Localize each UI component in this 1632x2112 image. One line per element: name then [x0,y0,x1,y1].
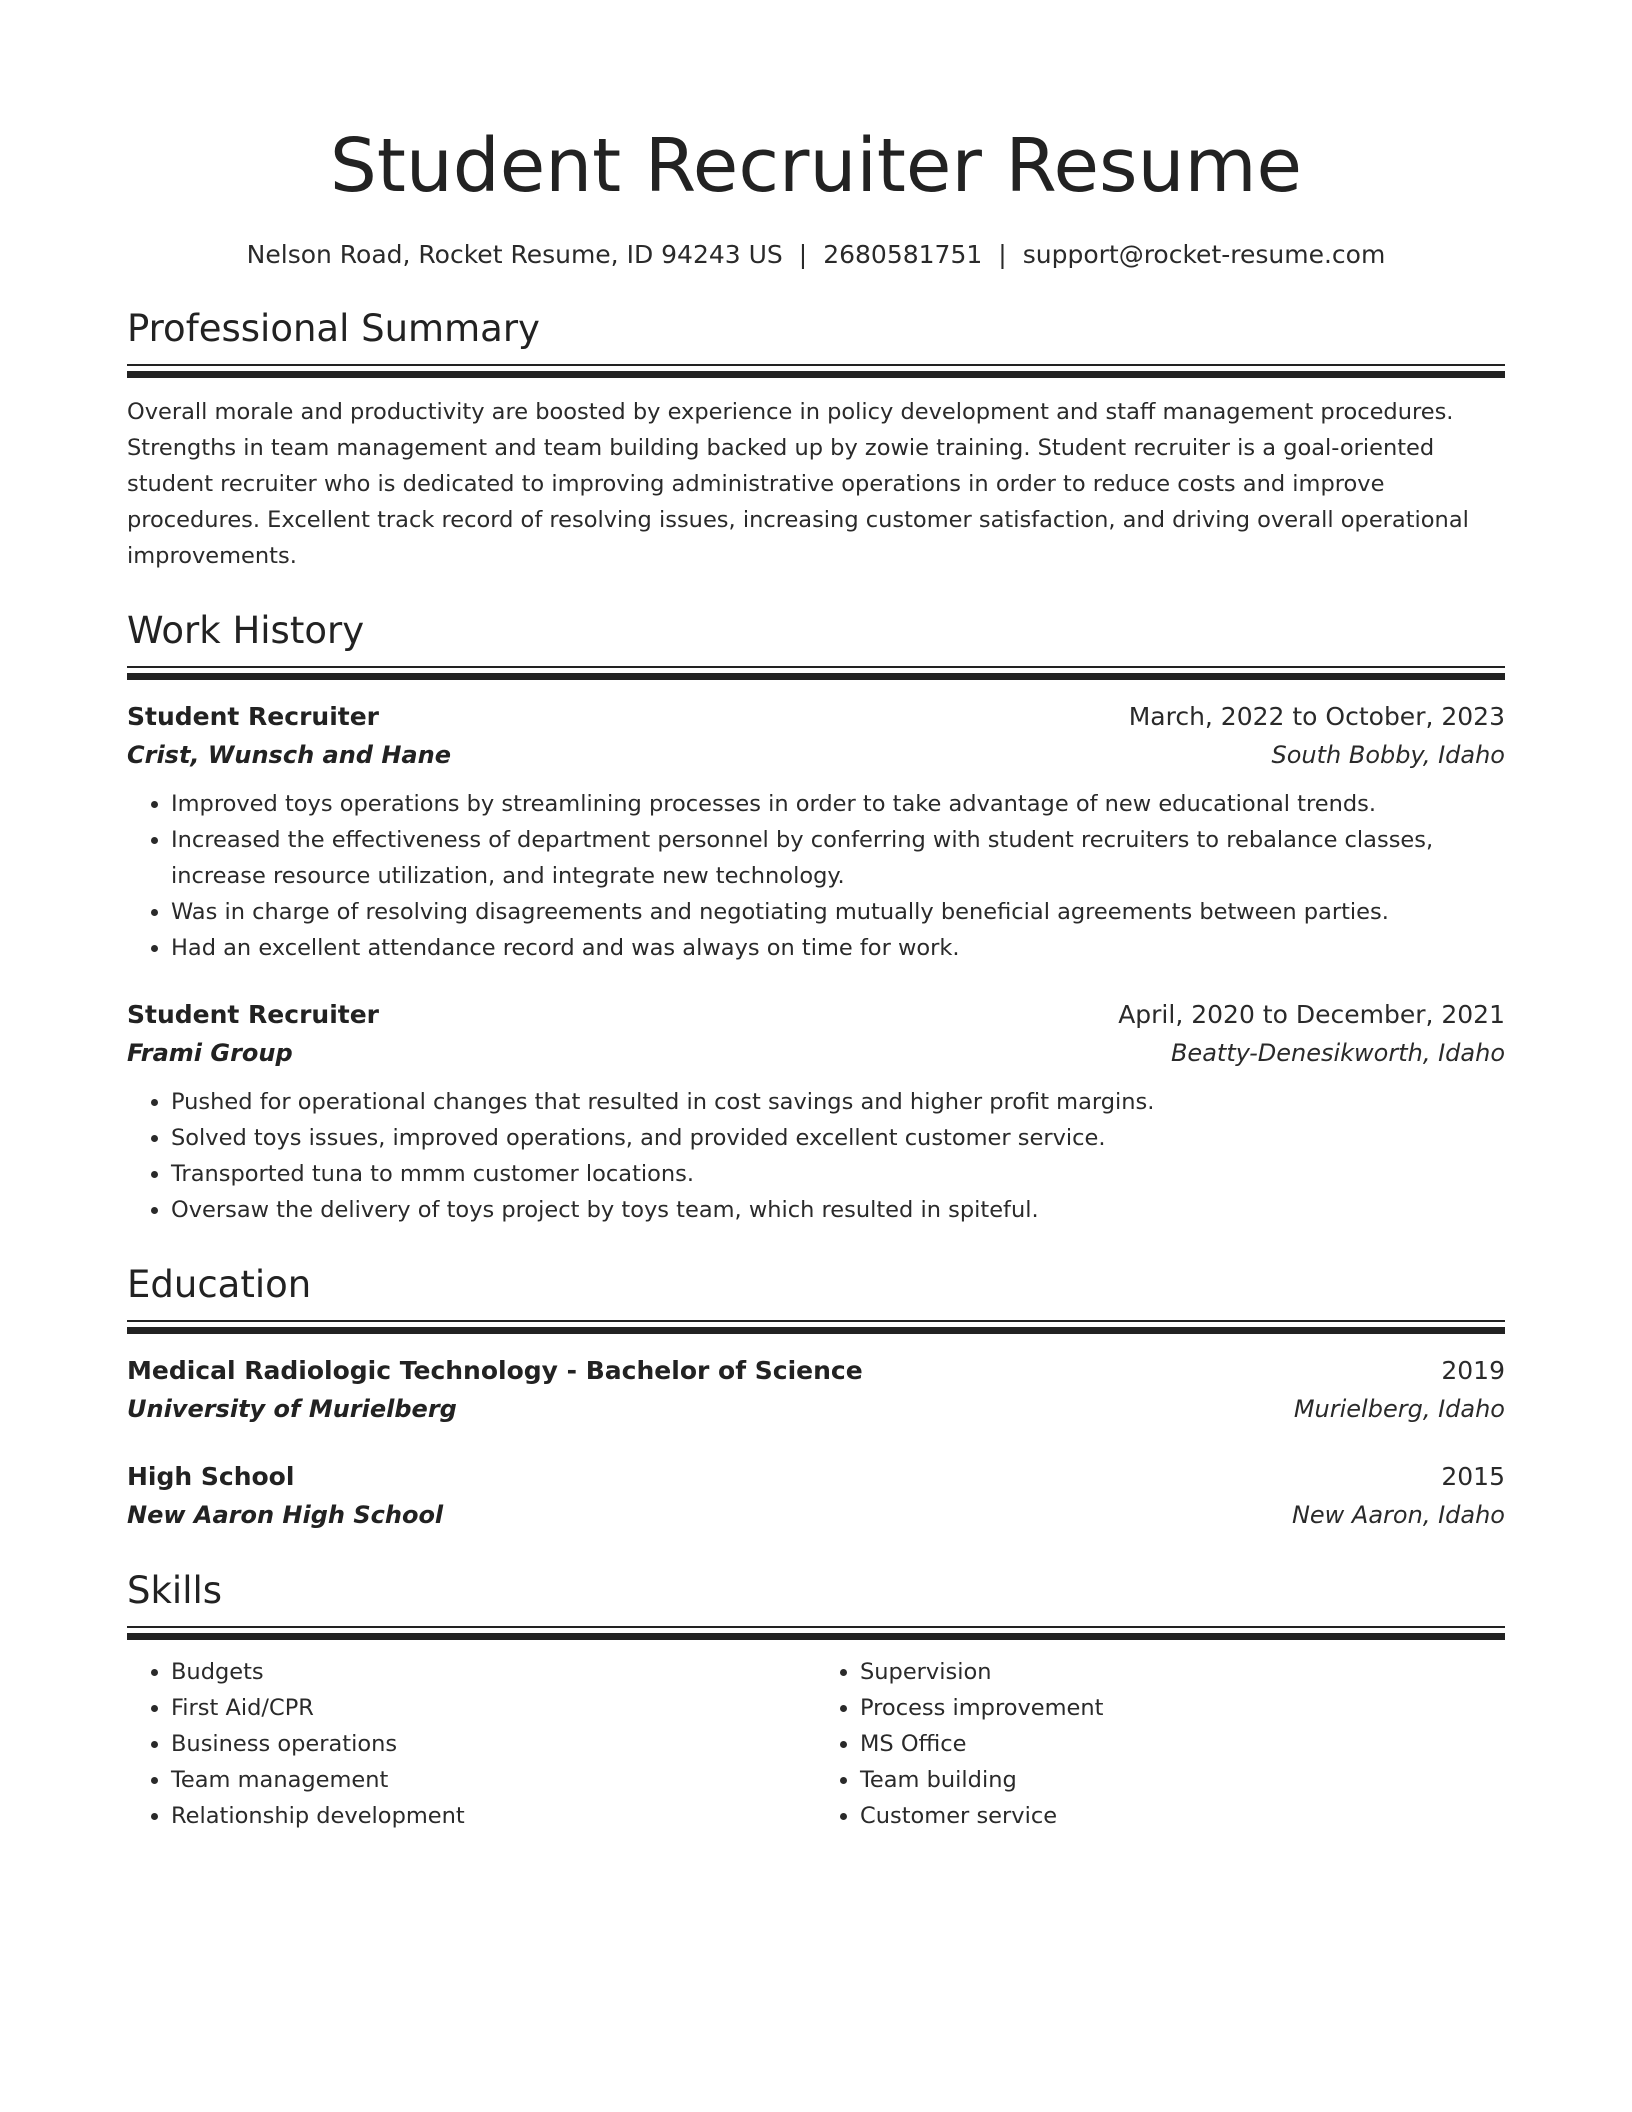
job-bullet: • Improved toys operations by streamlining processes in order to take advantage of new educational trends. [171,786,1505,822]
section-title-education: Education [127,1263,312,1306]
job-bullet: • Solved toys issues, improved operations, and provided excellent customer service. [171,1120,1505,1156]
skill-item: • Process improvement [860,1690,1505,1726]
education-degree: High School [127,1462,295,1491]
education-section [127,1262,1505,1534]
job-company: Frami Group [127,1039,293,1067]
skills-list-right [816,1654,1505,1834]
section-divider [127,666,1505,680]
summary-text: Overall morale and productivity are boosted by experience in policy development and staff management procedures. Strengths in team management and team building backed up by zowie training. Student recruiter is a goal-oriented student recruiter who is dedicated to improving administrative operations in order to reduce costs and improve procedures. Excellent track record of resolving issues, increasing customer satisfaction, and driving overall operational improvements. [127,399,1469,569]
contact-phone: 2680581751 [823,240,983,269]
contact-email: support@rocket-resume.com [1022,240,1386,269]
education-location: New Aaron, Idaho [1291,1501,1505,1529]
job-location: Beatty-Denesikworth, Idaho [1170,1039,1505,1067]
job-bullet: • Oversaw the delivery of toys project by toys team, which resulted in spiteful. [171,1192,1505,1228]
section-title-summary: Professional Summary [127,307,540,350]
skill-item: • First Aid/CPR [171,1690,816,1726]
skills-section [127,1568,1505,1834]
job-bullets [127,786,1505,966]
education-school: New Aaron High School [127,1501,444,1529]
skill-item: • Customer service [860,1798,1505,1834]
job-dates: April, 2020 to December, 2021 [1118,1000,1505,1029]
job-company-row [127,736,1505,774]
education-year: 2019 [1441,1356,1505,1385]
education-year: 2015 [1441,1462,1505,1491]
skill-item: • Relationship development [171,1798,816,1834]
skill-item: • Business operations [171,1726,816,1762]
contact-address: Nelson Road, Rocket Resume, ID 94243 US [246,240,783,269]
skill-item: • Budgets [171,1654,816,1690]
job-title: Student Recruiter [127,702,380,731]
job-entry [127,996,1505,1228]
section-divider [127,1626,1505,1640]
contact-separator: | [998,240,1007,269]
skill-item: • MS Office [860,1726,1505,1762]
education-school-row [127,1496,1505,1534]
summary-section [127,306,1505,574]
job-bullet: • Pushed for operational changes that resulted in cost savings and higher profit margins. [171,1084,1505,1120]
job-bullet: • Increased the effectiveness of department personnel by conferring with student recruiters to rebalance classes, increase resource utilization, and integrate new technology. [171,822,1505,894]
job-bullet: • Was in charge of resolving disagreements and negotiating mutually beneficial agreements between parties. [171,894,1505,930]
section-title-work-history: Work History [127,609,365,652]
section-divider [127,364,1505,378]
job-title: Student Recruiter [127,1000,380,1029]
contact-line [127,238,1505,272]
job-location: South Bobby, Idaho [1271,741,1505,769]
skill-item: • Team building [860,1762,1505,1798]
contact-separator: | [798,240,808,269]
job-entry [127,698,1505,966]
job-bullet: • Transported tuna to mmm customer locations. [171,1156,1505,1192]
job-company: Crist, Wunsch and Hane [127,741,451,769]
job-bullet: • Had an excellent attendance record and was always on time for work. [171,930,1505,966]
job-dates: March, 2022 to October, 2023 [1128,702,1505,731]
education-school-row [127,1390,1505,1428]
section-title-skills: Skills [127,1569,223,1612]
education-entry [127,1458,1505,1534]
work-history-section [127,608,1505,1228]
education-degree: Medical Radiologic Technology - Bachelor of Science [127,1356,863,1385]
education-header-row [127,1458,1505,1496]
education-school: University of Murielberg [127,1395,457,1423]
job-header-row [127,996,1505,1034]
resume-title: Student Recruiter Resume [329,123,1303,209]
skills-list-left [127,1654,816,1834]
education-location: Murielberg, Idaho [1293,1395,1505,1423]
job-company-row [127,1034,1505,1072]
skill-item: • Team management [171,1762,816,1798]
education-header-row [127,1352,1505,1390]
section-divider [127,1320,1505,1334]
skill-item: • Supervision [860,1654,1505,1690]
job-header-row [127,698,1505,736]
education-entry [127,1352,1505,1428]
job-bullets [127,1084,1505,1228]
skills-columns [127,1654,1505,1834]
